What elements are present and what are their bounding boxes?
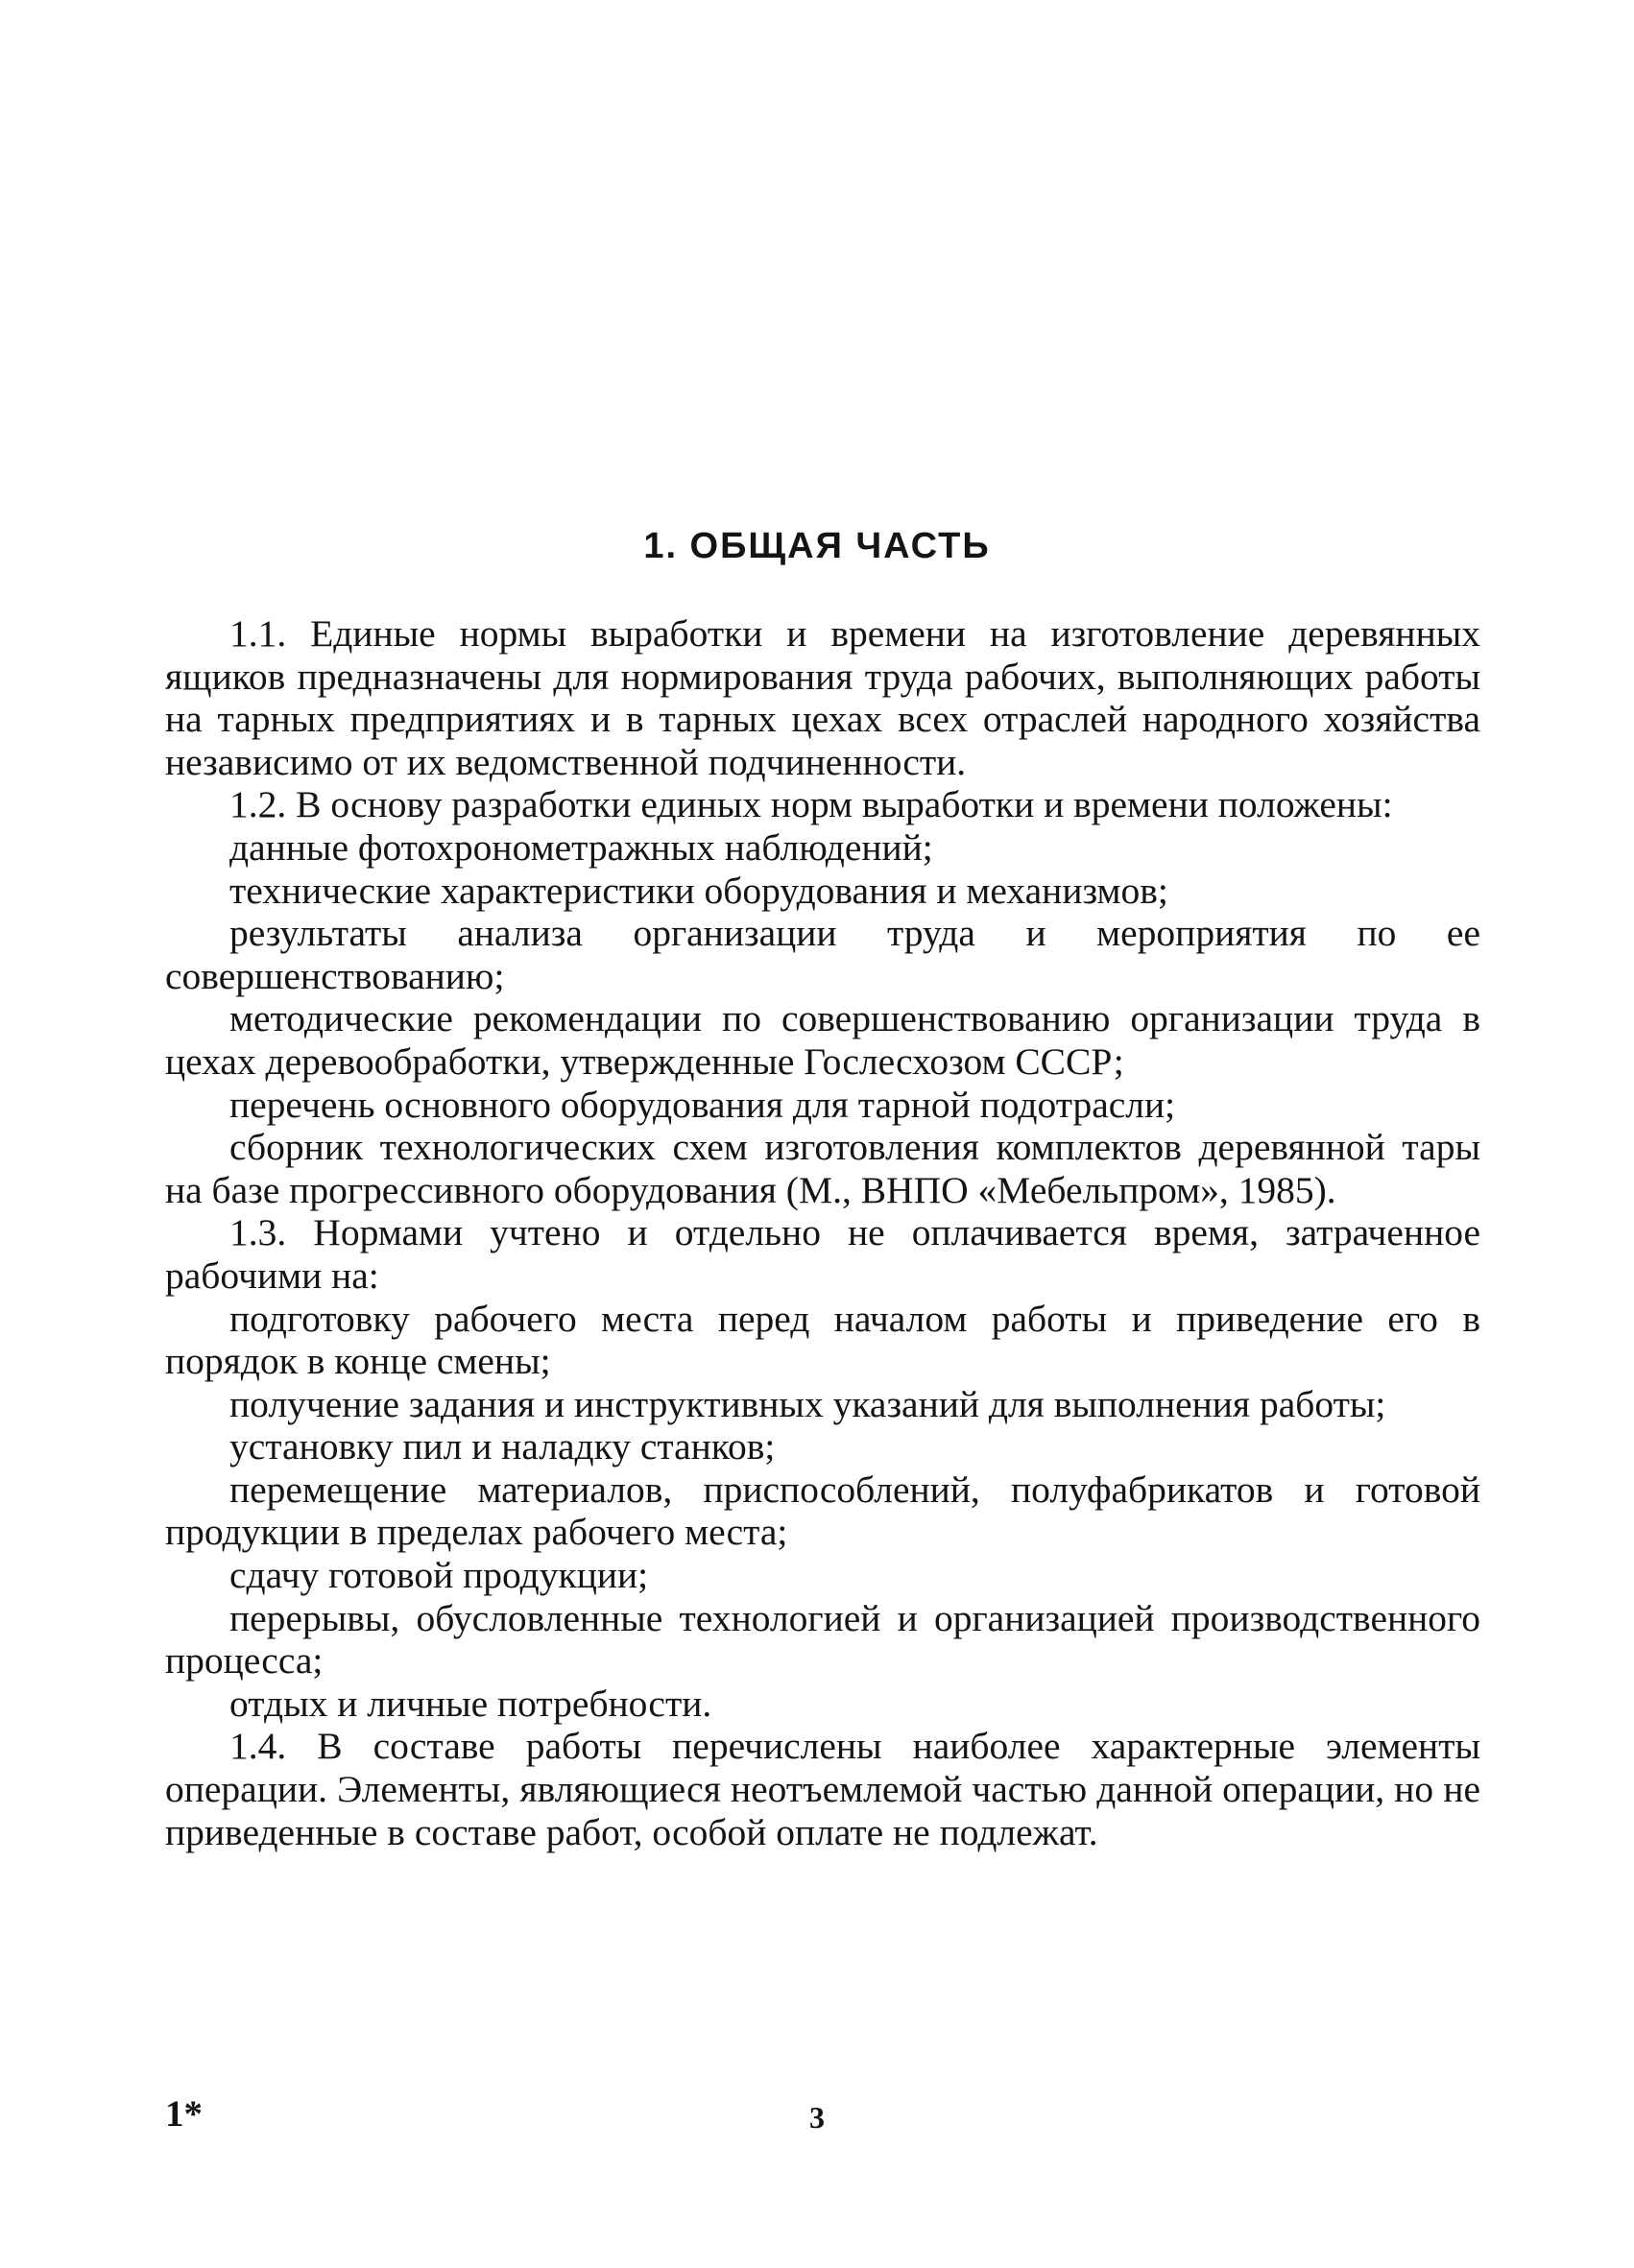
section-body xyxy=(165,612,1480,1853)
list-item-breaks: перерывы, обусловленные технологией и организацией производственного процесса; xyxy=(165,1596,1480,1683)
signature-mark: 1* xyxy=(165,2093,203,2135)
list-item-equipment-list: перечень основного оборудования для тарной подотрасли; xyxy=(229,1083,1176,1126)
list-item-task-receipt: получение задания и инструктивных указаний для выполнения работы; xyxy=(229,1382,1386,1425)
page-number: 3 xyxy=(809,2100,825,2135)
list-item-labor-analysis: результаты анализа организации труда и мероприятия по ее совершенствованию; xyxy=(165,912,1480,997)
paragraph-1-1: 1.1. Единые нормы выработки и времени на изготовление деревянных ящиков предназначены для нормирования труда рабочих, выполняющих работы на тарных предприятиях и в тарных цехах всех отраслей народного хозяйства независимо от их ведомственной подчиненности. xyxy=(165,612,1480,783)
list-item-saw-setup: установку пил и наладку станков; xyxy=(229,1425,776,1468)
paragraph-1-2: 1.2. В основу разработки единых норм выработки и времени положены: xyxy=(229,783,1393,826)
list-item-rest: отдых и личные потребности. xyxy=(229,1682,712,1725)
list-item-technology-schemes: сборник технологических схем изготовления комплектов деревянной тары на базе прогрессивного оборудования (М., ВНПО «Мебельпром», 1985). xyxy=(165,1126,1480,1211)
paragraph-1-4: 1.4. В составе работы перечислены наиболее характерные элементы операции. Элементы, являющиеся неотъемлемой частью данной операции, но не приведенные в составе работ, особой оплате не подлежат. xyxy=(165,1725,1480,1853)
list-item-methodical-recommendations: методические рекомендации по совершенствованию организации труда в цехах деревообработки, утвержденные Гослесхозом СССР; xyxy=(165,997,1480,1083)
list-item-workplace-preparation: подготовку рабочего места перед началом работы и приведение его в порядок в конце смены; xyxy=(165,1297,1480,1383)
list-item-material-transfer: перемещение материалов, приспособлений, полуфабрикатов и готовой продукции в пределах рабочего места; xyxy=(165,1468,1480,1554)
section-heading: 1. ОБЩАЯ ЧАСТЬ xyxy=(643,526,991,566)
list-item-photo-observations: данные фотохронометражных наблюдений; xyxy=(229,825,933,869)
paragraph-1-3: 1.3. Нормами учтено и отдельно не оплачивается время, затраченное рабочими на: xyxy=(165,1211,1480,1297)
list-item-product-handover: сдачу готовой продукции; xyxy=(229,1554,649,1597)
list-item-equipment-specs: технические характеристики оборудования и механизмов; xyxy=(229,869,1168,912)
